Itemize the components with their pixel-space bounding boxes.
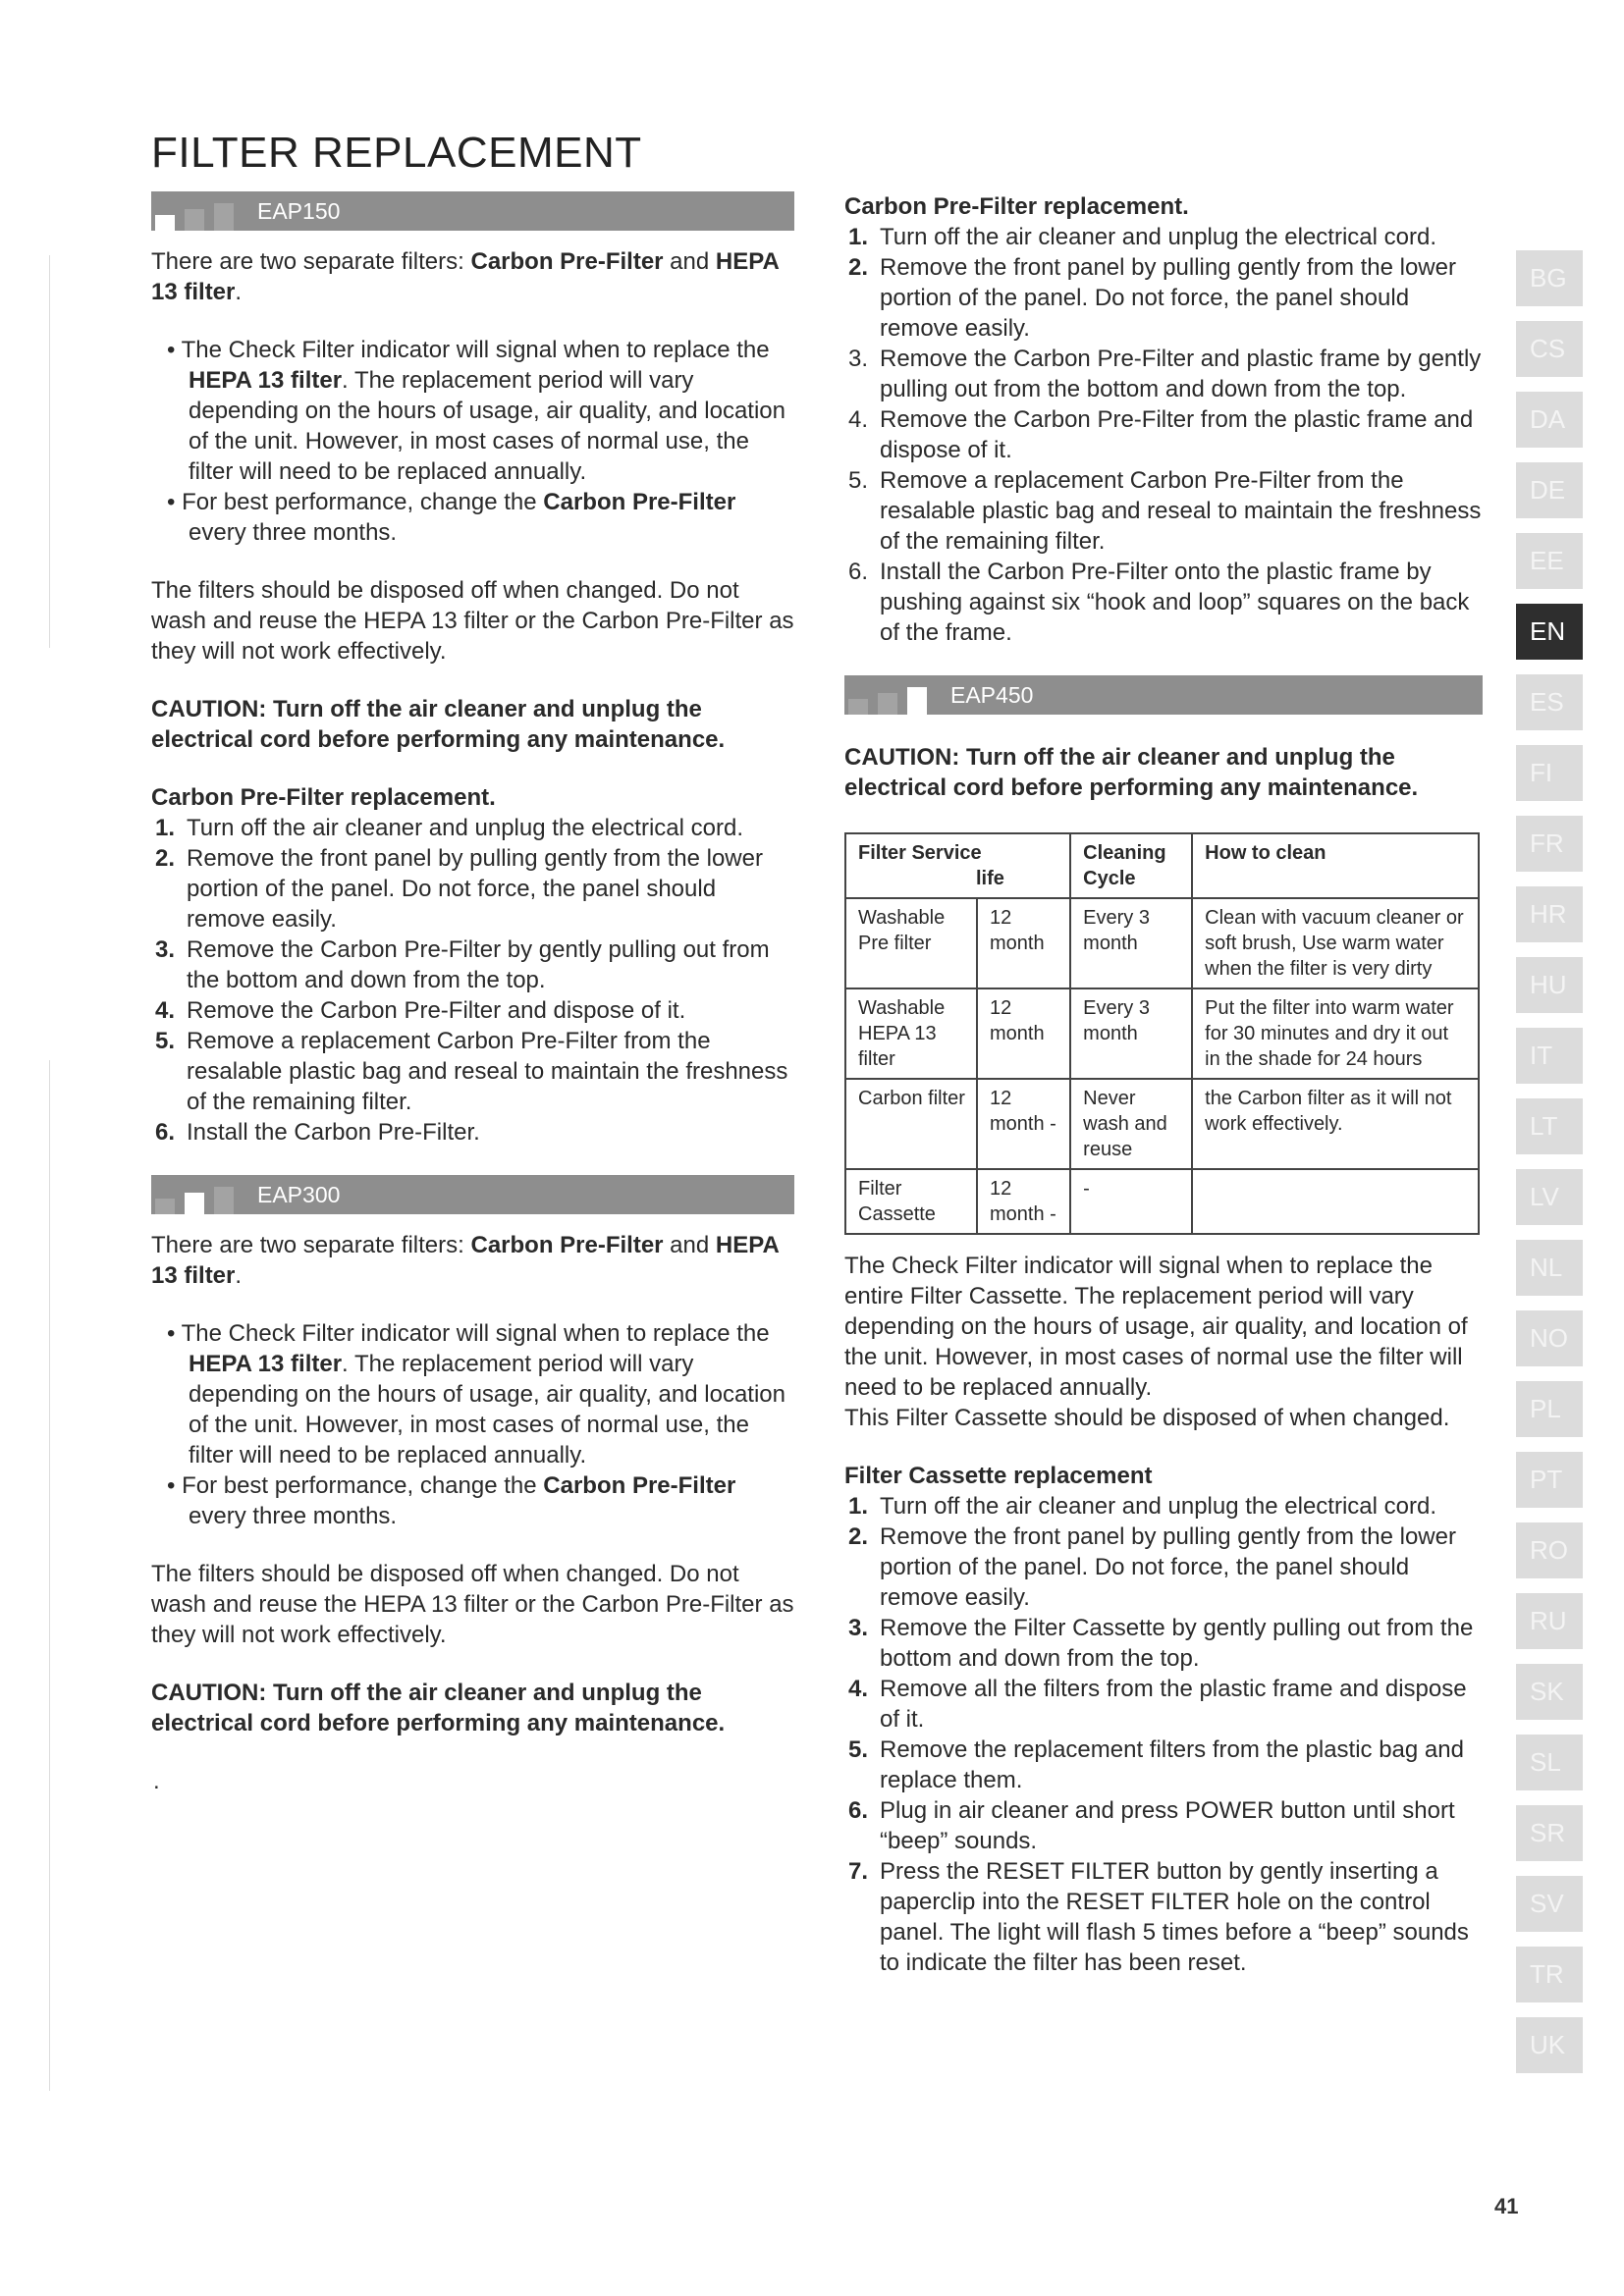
lang-tab-da[interactable]: DA — [1516, 392, 1583, 448]
lang-tab-sr[interactable]: SR — [1516, 1805, 1583, 1861]
list-item: 4. Remove the Carbon Pre-Filter from the plastic frame and dispose of it. — [848, 406, 1474, 463]
dispose-text: The filters should be disposed off when changed. Do not wash and reuse the HEPA 13 filter or the Carbon Pre-Filter as they will not work effectively. — [151, 1561, 794, 1648]
steps-heading: Carbon Pre-Filter replacement. — [844, 193, 1189, 220]
cell-how: Put the filter into warm water for 30 minutes and dry it out in the shade for 24 hours — [1192, 988, 1479, 1079]
cell-how: Clean with vacuum cleaner or soft brush, Use warm water when the filter is very dirty — [1192, 898, 1479, 988]
list-item: 3. Remove the Carbon Pre-Filter by gently pulling out from the bottom and down from the top. — [155, 936, 770, 993]
list-item: • The Check Filter indicator will signal when to replace the HEPA 13 filter. The replacement period will vary depending on the hours of usage, air quality, and location of the unit. However, in most cases of normal use, the filter will need to be replaced annually. — [167, 1320, 785, 1468]
section-bar-eap300 — [151, 1175, 794, 1214]
lang-tab-fi[interactable]: FI — [1516, 745, 1583, 801]
filter-service-table — [844, 832, 1480, 1235]
model-label: EAP300 — [257, 1181, 341, 1207]
cell-cycle: Never wash and reuse — [1070, 1079, 1192, 1169]
left-margin-line — [49, 255, 50, 648]
list-item: 4. Remove all the filters from the plastic frame and dispose of it. — [848, 1676, 1467, 1733]
lang-tab-sl[interactable]: SL — [1516, 1735, 1583, 1790]
left-column — [151, 191, 794, 1796]
lang-tab-lv[interactable]: LV — [1516, 1169, 1583, 1225]
list-item: 1. Turn off the air cleaner and unplug the electrical cord. — [155, 815, 743, 841]
cell-filter-name: Filter Cassette — [845, 1169, 977, 1234]
lang-tab-de[interactable]: DE — [1516, 462, 1583, 518]
right-column — [844, 191, 1483, 1978]
steps-heading: Filter Cassette replacement — [844, 1463, 1153, 1489]
dispose-text: This Filter Cassette should be disposed of when changed. — [844, 1405, 1450, 1431]
stray-dot: . — [153, 1768, 160, 1794]
list-item: 5. Remove the replacement filters from the plastic bag and replace them. — [848, 1736, 1464, 1793]
list-item: 6. Install the Carbon Pre-Filter onto the plastic frame by pushing against six “hook and loop” squares on the back of the frame. — [848, 559, 1470, 646]
cell-life: 12 month — [977, 988, 1070, 1079]
list-item: 6. Install the Carbon Pre-Filter. — [155, 1119, 480, 1146]
table-row — [845, 898, 1479, 988]
list-item: 5. Remove a replacement Carbon Pre-Filter from the resalable plastic bag and reseal to maintain the freshness of the remaining filter. — [155, 1028, 788, 1115]
intro-text: There are two separate filters: Carbon Pre-Filter and HEPA 13 filter. — [151, 1232, 779, 1289]
lang-tab-sk[interactable]: SK — [1516, 1664, 1583, 1720]
list-item: • The Check Filter indicator will signal when to replace the HEPA 13 filter. The replacement period will vary depending on the hours of usage, air quality, and location of the unit. However, in most cases of normal use, the filter will need to be replaced annually. — [167, 337, 785, 485]
list-item: • For best performance, change the Carbon Pre-Filter every three months. — [167, 489, 736, 546]
lang-tab-uk[interactable]: UK — [1516, 2017, 1583, 2073]
lang-tab-fr[interactable]: FR — [1516, 816, 1583, 872]
steps-heading: Carbon Pre-Filter replacement. — [151, 784, 496, 811]
list-item: 1. Turn off the air cleaner and unplug the electrical cord. — [848, 224, 1436, 250]
list-item: 2. Remove the front panel by pulling gently from the lower portion of the panel. Do not force, the panel should remove easily. — [848, 254, 1456, 342]
lang-tab-ee[interactable]: EE — [1516, 533, 1583, 589]
table-row — [845, 988, 1479, 1079]
cell-how — [1192, 1169, 1479, 1234]
bar-indicator-squares — [151, 191, 244, 231]
list-item: 7. Press the RESET FILTER button by gently inserting a paperclip into the RESET FILTER hole on the control panel. The light will flash 5 times before a “beep” sounds to indicate the filter has been reset. — [848, 1858, 1469, 1976]
lang-tab-hr[interactable]: HR — [1516, 886, 1583, 942]
left-margin-line-lower — [49, 1060, 50, 2091]
caution-text: CAUTION: Turn off the air cleaner and unplug the electrical cord before performing any maintenance. — [844, 744, 1419, 801]
page-number: 41 — [1494, 2194, 1519, 2218]
bullet-list — [151, 1318, 794, 1531]
lang-tab-no[interactable]: NO — [1516, 1310, 1583, 1366]
list-item: • For best performance, change the Carbon Pre-Filter every three months. — [167, 1472, 736, 1529]
lang-tab-tr[interactable]: TR — [1516, 1947, 1583, 2002]
cell-filter-name: Washable HEPA 13 filter — [845, 988, 977, 1079]
intro-text: There are two separate filters: Carbon Pre-Filter and HEPA 13 filter. — [151, 248, 779, 305]
list-item: 5. Remove a replacement Carbon Pre-Filter from the resalable plastic bag and reseal to maintain the freshness of the remaining filter. — [848, 467, 1482, 555]
caution-text: CAUTION: Turn off the air cleaner and unplug the electrical cord before performing any maintenance. — [151, 696, 726, 753]
lang-tab-lt[interactable]: LT — [1516, 1098, 1583, 1154]
lang-tab-pt[interactable]: PT — [1516, 1452, 1583, 1508]
header-how-to-clean: How to clean — [1192, 833, 1479, 898]
steps-list-eap150 — [151, 813, 794, 1148]
lang-tab-sv[interactable]: SV — [1516, 1876, 1583, 1932]
table-row — [845, 1079, 1479, 1169]
model-label: EAP150 — [257, 197, 341, 224]
cell-life: 12 month - — [977, 1079, 1070, 1169]
steps-list-eap300 — [844, 222, 1483, 648]
list-item: 3. Remove the Carbon Pre-Filter and plastic frame by gently pulling out from the bottom and down from the top. — [848, 346, 1482, 402]
bar-indicator-squares — [151, 1175, 244, 1214]
table-header-row — [845, 833, 1479, 898]
steps-list-eap450 — [844, 1491, 1483, 1978]
list-item: 1. Turn off the air cleaner and unplug the electrical cord. — [848, 1493, 1436, 1520]
check-filter-text: The Check Filter indicator will signal when to replace the entire Filter Cassette. The replacement period will vary depending on the hours of usage, air quality, and location of the unit. However, in most cases of normal use the filter will need to be replaced annually. — [844, 1253, 1468, 1401]
bullet-list — [151, 335, 794, 548]
lang-tab-ro[interactable]: RO — [1516, 1522, 1583, 1578]
cell-life: 12 month - — [977, 1169, 1070, 1234]
list-item: 4. Remove the Carbon Pre-Filter and dispose of it. — [155, 997, 686, 1024]
lang-tab-pl[interactable]: PL — [1516, 1381, 1583, 1437]
lang-tab-nl[interactable]: NL — [1516, 1240, 1583, 1296]
list-item: 6. Plug in air cleaner and press POWER button until short “beep” sounds. — [848, 1797, 1455, 1854]
bar-indicator-squares — [844, 675, 937, 715]
cell-life: 12 month — [977, 898, 1070, 988]
lang-tab-ru[interactable]: RU — [1516, 1593, 1583, 1649]
dispose-text: The filters should be disposed off when changed. Do not wash and reuse the HEPA 13 filter or the Carbon Pre-Filter as they will not work effectively. — [151, 577, 794, 665]
cell-cycle: Every 3 month — [1070, 898, 1192, 988]
list-item: 2. Remove the front panel by pulling gently from the lower portion of the panel. Do not force, the panel should remove easily. — [155, 845, 763, 933]
cell-cycle: Every 3 month — [1070, 988, 1192, 1079]
lang-tab-es[interactable]: ES — [1516, 674, 1583, 730]
header-service-life: Filter Service life — [845, 833, 1070, 898]
caution-text: CAUTION: Turn off the air cleaner and unplug the electrical cord before performing any maintenance. — [151, 1680, 726, 1736]
list-item: 2. Remove the front panel by pulling gently from the lower portion of the panel. Do not force, the panel should remove easily. — [848, 1523, 1456, 1611]
model-label: EAP450 — [950, 681, 1034, 708]
header-cleaning-cycle: Cleaning Cycle — [1070, 833, 1192, 898]
section-bar-eap450 — [844, 675, 1483, 715]
lang-tab-bg[interactable]: BG — [1516, 250, 1583, 306]
table-row — [845, 1169, 1479, 1234]
cell-filter-name: Washable Pre filter — [845, 898, 977, 988]
cell-how: the Carbon filter as it will not work effectively. — [1192, 1079, 1479, 1169]
lang-tab-it[interactable]: IT — [1516, 1028, 1583, 1084]
section-bar-eap150 — [151, 191, 794, 231]
lang-tab-hu[interactable]: HU — [1516, 957, 1583, 1013]
cell-filter-name: Carbon filter — [845, 1079, 977, 1169]
language-tabs — [1516, 250, 1583, 2088]
lang-tab-cs[interactable]: CS — [1516, 321, 1583, 377]
cell-cycle: - — [1070, 1169, 1192, 1234]
lang-tab-en[interactable]: EN — [1516, 604, 1583, 660]
list-item: 3. Remove the Filter Cassette by gently pulling out from the bottom and down from the top. — [848, 1615, 1474, 1672]
page-title: FILTER REPLACEMENT — [151, 129, 642, 177]
